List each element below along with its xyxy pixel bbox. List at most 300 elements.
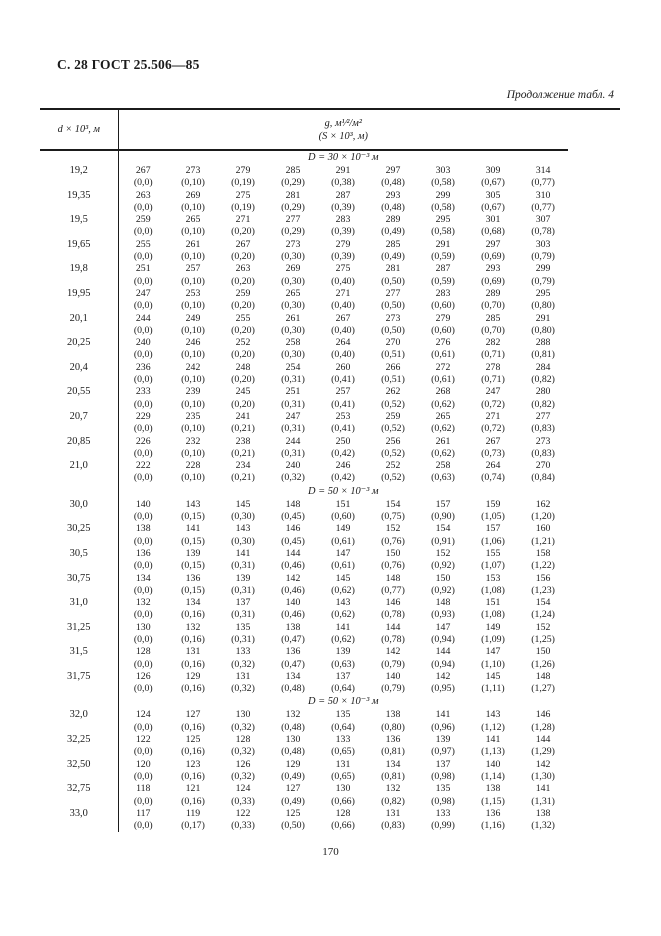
d-value: 20,1 (40, 313, 118, 338)
s-value: (0,42) (331, 472, 355, 484)
s-value: (0,30) (281, 300, 305, 312)
g-value: 140 (135, 498, 151, 510)
s-value: (0,0) (133, 658, 153, 670)
g-s-cell (468, 436, 518, 461)
g-s-cell (368, 239, 418, 264)
g-s-cell (318, 460, 368, 485)
s-value: (0,99) (431, 820, 455, 832)
s-value: (1,09) (481, 633, 505, 645)
g-value: 264 (485, 460, 501, 472)
g-s-cell (268, 646, 318, 671)
g-s-cell (118, 573, 168, 598)
s-value: (0,48) (281, 746, 305, 758)
g-value: 154 (435, 523, 451, 535)
g-value: 275 (235, 189, 251, 201)
s-value: (0,40) (331, 349, 355, 361)
filler-cell (568, 263, 620, 288)
section-title: D = 50 × 10⁻³ м (308, 485, 379, 497)
g-value: 253 (335, 410, 351, 422)
g-s-cell (418, 573, 468, 598)
s-value: (0,58) (431, 226, 455, 238)
g-value: 267 (235, 238, 251, 250)
s-value: (0,77) (381, 584, 405, 596)
s-value: (0,29) (281, 201, 305, 213)
d-value: 19,95 (40, 288, 118, 313)
s-value: (0,60) (431, 324, 455, 336)
g-value: 139 (235, 572, 251, 584)
s-value: (0,32) (231, 770, 255, 782)
g-value: 126 (135, 670, 151, 682)
table-row (40, 499, 620, 524)
g-value: 310 (535, 189, 551, 201)
g-value: 155 (485, 547, 501, 559)
s-value: (0,16) (181, 746, 205, 758)
s-value: (0,96) (431, 721, 455, 733)
table-row (40, 709, 620, 734)
g-s-cell (318, 239, 368, 264)
g-s-cell (268, 523, 318, 548)
filler-cell (568, 671, 620, 696)
s-value: (0,66) (331, 795, 355, 807)
s-value: (0,30) (281, 275, 305, 287)
d-value: 31,0 (40, 597, 118, 622)
g-s-cell (318, 190, 368, 215)
g-s-cell (218, 337, 268, 362)
g-s-cell (268, 436, 318, 461)
g-value: 152 (535, 621, 551, 633)
s-value: (0,95) (431, 683, 455, 695)
filler-cell (568, 808, 620, 833)
g-value: 150 (435, 572, 451, 584)
s-value: (0,62) (431, 447, 455, 459)
g-value: 136 (185, 572, 201, 584)
s-value: (1,25) (531, 633, 555, 645)
s-value: (0,31) (231, 560, 255, 572)
g-s-cell (468, 239, 518, 264)
s-value: (0,0) (133, 201, 153, 213)
g-value: 142 (435, 670, 451, 682)
s-value: (0,72) (481, 423, 505, 435)
g-value: 141 (185, 523, 201, 535)
g-value: 141 (535, 783, 551, 795)
g-value: 307 (535, 214, 551, 226)
s-value: (0,64) (331, 721, 355, 733)
g-s-cell (518, 646, 568, 671)
s-value: (0,76) (381, 535, 405, 547)
g-value: 303 (435, 165, 451, 176)
g-s-cell (518, 337, 568, 362)
g-s-cell (418, 759, 468, 784)
s-value: (0,0) (133, 398, 153, 410)
g-value: 260 (335, 361, 351, 373)
g-column-header-line2: (S × 10³, м) (318, 131, 368, 142)
g-value: 238 (235, 435, 251, 447)
g-s-cell (368, 808, 418, 833)
g-s-cell (518, 411, 568, 436)
s-value: (0,48) (381, 177, 405, 189)
g-value: 150 (385, 547, 401, 559)
s-value: (0,0) (133, 374, 153, 386)
g-s-cell (168, 808, 218, 833)
s-value: (0,79) (381, 683, 405, 695)
g-s-cell (418, 239, 468, 264)
s-value: (0,58) (431, 201, 455, 213)
s-value: (0,20) (231, 374, 255, 386)
filler-cell (568, 190, 620, 215)
g-value: 285 (285, 165, 301, 176)
s-value: (0,33) (231, 820, 255, 832)
g-s-cell (268, 709, 318, 734)
g-value: 127 (185, 709, 201, 721)
s-value: (0,52) (381, 423, 405, 435)
s-value: (0,16) (181, 609, 205, 621)
table-row (40, 646, 620, 671)
g-s-cell (118, 808, 168, 833)
g-value: 134 (385, 758, 401, 770)
s-value: (0,48) (281, 721, 305, 733)
g-value: 135 (235, 621, 251, 633)
s-value: (0,10) (181, 201, 205, 213)
s-value: (0,52) (381, 472, 405, 484)
d-value: 20,25 (40, 337, 118, 362)
g-value: 246 (185, 337, 201, 349)
g-value: 256 (385, 435, 401, 447)
g-s-cell (318, 337, 368, 362)
g-s-cell (368, 734, 418, 759)
g-value: 144 (285, 547, 301, 559)
g-value: 157 (435, 498, 451, 510)
g-s-cell (118, 759, 168, 784)
s-value: (0,10) (181, 423, 205, 435)
s-value: (0,62) (431, 423, 455, 435)
s-value: (0,65) (331, 770, 355, 782)
g-value: 131 (335, 758, 351, 770)
d-value: 19,2 (40, 165, 118, 190)
s-value: (1,10) (481, 658, 505, 670)
g-value: 266 (385, 361, 401, 373)
g-value: 129 (285, 758, 301, 770)
g-s-cell (368, 288, 418, 313)
g-s-cell (468, 386, 518, 411)
table-row (40, 436, 620, 461)
g-value: 128 (335, 807, 351, 819)
g-value: 162 (535, 498, 551, 510)
s-value: (1,23) (531, 584, 555, 596)
g-value: 293 (385, 189, 401, 201)
g-value: 277 (535, 410, 551, 422)
g-s-cell (468, 190, 518, 215)
s-value: (0,92) (431, 560, 455, 572)
table-row (40, 460, 620, 485)
g-value: 151 (335, 498, 351, 510)
s-value: (0,40) (331, 300, 355, 312)
g-value: 136 (485, 807, 501, 819)
g-s-cell (368, 337, 418, 362)
g-value: 244 (285, 435, 301, 447)
g-value: 284 (535, 361, 551, 373)
s-value: (0,62) (331, 633, 355, 645)
g-value: 305 (485, 189, 501, 201)
g-s-cell (118, 597, 168, 622)
g-s-cell (168, 362, 218, 387)
g-s-cell (118, 646, 168, 671)
s-value: (1,08) (481, 609, 505, 621)
s-value: (0,98) (431, 770, 455, 782)
s-value: (0,78) (381, 609, 405, 621)
s-value: (0,60) (331, 511, 355, 523)
s-value: (0,49) (281, 795, 305, 807)
g-value: 125 (285, 807, 301, 819)
s-value: (1,05) (481, 511, 505, 523)
g-s-cell (218, 573, 268, 598)
s-value: (0,58) (431, 177, 455, 189)
g-s-cell (268, 499, 318, 524)
filler-cell (568, 759, 620, 784)
filler-cell (568, 734, 620, 759)
g-s-cell (368, 460, 418, 485)
g-value: 245 (235, 386, 251, 398)
g-s-cell (368, 646, 418, 671)
g-s-cell (218, 460, 268, 485)
g-s-cell (468, 288, 518, 313)
g-s-cell (368, 411, 418, 436)
g-value: 291 (335, 165, 351, 176)
g-value: 273 (535, 435, 551, 447)
s-value: (1,30) (531, 770, 555, 782)
g-value: 255 (235, 312, 251, 324)
s-value: (0,80) (531, 324, 555, 336)
s-value: (0,32) (231, 721, 255, 733)
g-s-cell (418, 709, 468, 734)
g-value: 263 (235, 263, 251, 275)
g-value: 124 (135, 709, 151, 721)
g-value: 240 (135, 337, 151, 349)
g-s-cell (168, 646, 218, 671)
page-number: 170 (322, 846, 339, 858)
g-s-cell (318, 411, 368, 436)
g-s-cell (368, 759, 418, 784)
s-value: (0,32) (231, 683, 255, 695)
s-value: (1,16) (481, 820, 505, 832)
s-value: (0,10) (181, 251, 205, 263)
g-value: 233 (135, 386, 151, 398)
s-value: (0,79) (381, 658, 405, 670)
g-s-cell (518, 734, 568, 759)
g-value: 267 (335, 312, 351, 324)
s-value: (0,91) (431, 535, 455, 547)
g-s-cell (468, 709, 518, 734)
s-value: (0,0) (133, 423, 153, 435)
filler-cell (568, 411, 620, 436)
g-value: 127 (285, 783, 301, 795)
g-value: 271 (485, 410, 501, 422)
d-value: 31,25 (40, 622, 118, 647)
g-s-cell (218, 214, 268, 239)
g-s-cell (268, 734, 318, 759)
g-s-cell (118, 190, 168, 215)
s-value: (0,31) (281, 447, 305, 459)
s-value: (0,40) (331, 275, 355, 287)
g-value: 131 (185, 646, 201, 658)
filler-cell (568, 783, 620, 808)
g-s-cell (368, 597, 418, 622)
g-value: 133 (435, 807, 451, 819)
s-value: (0,59) (431, 251, 455, 263)
g-value: 232 (185, 435, 201, 447)
table-row (40, 239, 620, 264)
s-value: (0,21) (231, 423, 255, 435)
g-value: 141 (485, 734, 501, 746)
s-value: (0,67) (481, 201, 505, 213)
g-value: 241 (235, 410, 251, 422)
s-value: (0,21) (231, 447, 255, 459)
g-s-cell (168, 499, 218, 524)
g-s-cell (168, 460, 218, 485)
g-s-cell (468, 460, 518, 485)
g-s-cell (368, 709, 418, 734)
g-value: 271 (235, 214, 251, 226)
g-value: 152 (435, 547, 451, 559)
g-value: 291 (435, 238, 451, 250)
s-value: (0,19) (231, 177, 255, 189)
s-value: (0,20) (231, 275, 255, 287)
s-value: (0,50) (381, 300, 405, 312)
section-header-row (40, 150, 620, 165)
d-value: 19,35 (40, 190, 118, 215)
s-value: (0,51) (381, 349, 405, 361)
s-value: (0,0) (133, 746, 153, 758)
d-value: 20,85 (40, 436, 118, 461)
s-value: (0,31) (231, 633, 255, 645)
g-value: 248 (235, 361, 251, 373)
g-s-cell (168, 671, 218, 696)
g-s-cell (468, 759, 518, 784)
g-value: 282 (485, 337, 501, 349)
g-value: 140 (485, 758, 501, 770)
g-s-cell (518, 263, 568, 288)
g-value: 145 (485, 670, 501, 682)
g-value: 261 (185, 238, 201, 250)
g-value: 132 (135, 597, 151, 609)
g-value: 295 (435, 214, 451, 226)
g-s-cell (218, 165, 268, 190)
s-value: (0,47) (281, 633, 305, 645)
s-value: (0,20) (231, 251, 255, 263)
g-value: 156 (535, 572, 551, 584)
s-value: (0,82) (381, 795, 405, 807)
g-value: 287 (435, 263, 451, 275)
s-value: (0,62) (331, 584, 355, 596)
g-value: 159 (485, 498, 501, 510)
g-s-cell (168, 622, 218, 647)
g-value: 267 (485, 435, 501, 447)
g-s-cell (118, 263, 168, 288)
filler-cell (568, 646, 620, 671)
g-s-cell (318, 573, 368, 598)
s-value: (0,16) (181, 658, 205, 670)
g-value: 288 (535, 337, 551, 349)
g-s-cell (468, 808, 518, 833)
g-s-cell (268, 239, 318, 264)
filler-cell (568, 695, 620, 709)
s-value: (0,10) (181, 177, 205, 189)
g-s-cell (468, 622, 518, 647)
g-value: 125 (185, 734, 201, 746)
g-s-cell (468, 573, 518, 598)
s-value: (0,50) (281, 820, 305, 832)
s-value: (0,61) (331, 535, 355, 547)
s-value: (0,82) (531, 374, 555, 386)
g-value: 144 (435, 646, 451, 658)
s-value: (0,49) (381, 251, 405, 263)
g-value: 143 (185, 498, 201, 510)
g-value: 269 (185, 189, 201, 201)
s-value: (0,61) (431, 349, 455, 361)
g-s-cell (518, 709, 568, 734)
g-s-cell (168, 214, 218, 239)
g-value: 239 (185, 386, 201, 398)
g-s-cell (218, 709, 268, 734)
g-column-header (118, 109, 568, 150)
g-s-cell (268, 622, 318, 647)
g-s-cell (418, 548, 468, 573)
d-divider-cell (40, 485, 118, 499)
g-value: 285 (485, 312, 501, 324)
s-value: (0,40) (331, 324, 355, 336)
table-row (40, 734, 620, 759)
s-value: (0,46) (281, 609, 305, 621)
g-s-cell (318, 548, 368, 573)
g-s-cell (318, 523, 368, 548)
g-value: 264 (335, 337, 351, 349)
g-s-cell (218, 386, 268, 411)
g-value: 247 (485, 386, 501, 398)
g-s-cell (418, 190, 468, 215)
s-value: (0,0) (133, 770, 153, 782)
s-value: (0,0) (133, 633, 153, 645)
g-s-cell (318, 734, 368, 759)
d-divider-cell (40, 695, 118, 709)
g-s-cell (318, 313, 368, 338)
g-value: 129 (185, 670, 201, 682)
s-value: (1,26) (531, 658, 555, 670)
s-value: (0,10) (181, 300, 205, 312)
s-value: (0,10) (181, 275, 205, 287)
g-value: 234 (235, 460, 251, 472)
s-value: (0,30) (281, 251, 305, 263)
g-s-cell (518, 499, 568, 524)
s-value: (0,69) (481, 251, 505, 263)
g-s-cell (268, 411, 318, 436)
s-value: (0,65) (331, 746, 355, 758)
g-value: 151 (485, 597, 501, 609)
s-value: (0,20) (231, 300, 255, 312)
g-s-cell (218, 411, 268, 436)
g-s-cell (368, 622, 418, 647)
s-value: (0,0) (133, 324, 153, 336)
s-value: (0,17) (181, 820, 205, 832)
g-s-cell (218, 734, 268, 759)
g-value: 247 (135, 287, 151, 299)
g-s-cell (418, 362, 468, 387)
s-value: (0,78) (381, 633, 405, 645)
g-value: 140 (285, 597, 301, 609)
g-value: 257 (185, 263, 201, 275)
filler-cell (568, 150, 620, 165)
g-value: 138 (485, 783, 501, 795)
g-s-cell (468, 214, 518, 239)
g-s-cell (118, 709, 168, 734)
